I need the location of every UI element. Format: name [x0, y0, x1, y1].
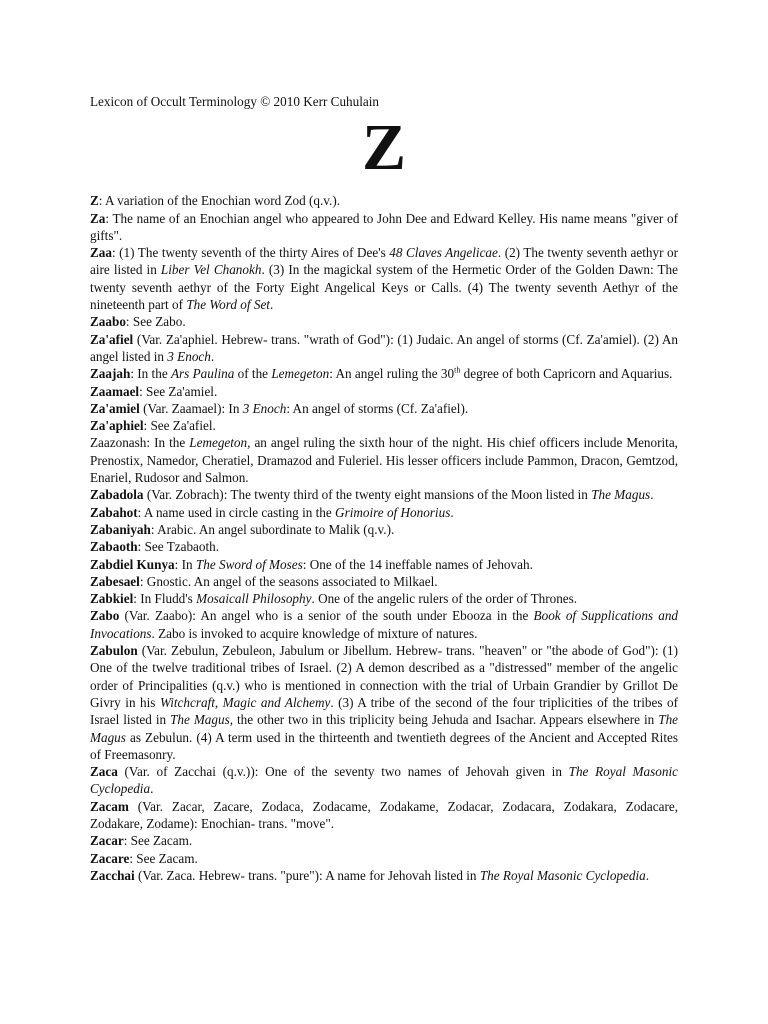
entry-term: Zaca	[90, 764, 118, 780]
entry-z: Z: A variation of the Enochian word Zod (q.v.).	[90, 193, 341, 209]
entry-term: Zacam	[90, 798, 129, 814]
entry-zaamiel: Za'amiel (Var. Zaamael): In 3 Enoch: An angel of storms (Cf. Za'afiel).	[90, 400, 469, 416]
entry-zaca: Zaca (Var. of Zacchai (q.v.)): One of the seventy two names of Jehovah given in The Royal Masonic Cyclopedia.	[90, 764, 678, 797]
entry-zacchai: Zacchai (Var. Zaca. Hebrew- trans. "pure"): A name for Jehovah listed in The Royal Masonic Cyclopedia.	[90, 867, 650, 883]
entry-zaa: Zaa: (1) The twenty seventh of the thirty Aires of Dee's 48 Claves Angelicae. (2) The twenty seventh aethyr or aire listed in Liber Vel Chanokh. (3) In the magickal system of the Hermetic Order of the Golden Dawn: The twenty seventh aethyr of the Forty Eight Angelical Keys or Calls. (4) The twenty seventh Aethyr of the nineteenth part of The Word of Set.	[90, 245, 678, 313]
entry-term: Zacare	[90, 850, 130, 866]
entry-zaabo: Zaabo: See Zabo.	[90, 314, 186, 330]
entry-term: Zaabo	[90, 314, 126, 330]
entry-zabulon: Zabulon (Var. Zebulun, Zebuleon, Jabulum or Jibellum. Hebrew- trans. "heaven" or "the abode of God"): (1) One of the twelve traditional tribes of Israel. (2) A demon described as a "distressed" member of the angelic order of Principalities (q.v.) who is mentioned in connection with the trial of Urbain Grandier by Grillot De Givry in his Witchcraft, Magic and Alchemy. (3) A tribe of the second of the four triplicities of the tribes of Israel listed in The Magus, the other two in this triplicity being Jehuda and Isachar. Appears elsewhere in The Magus as Zebulun. (4) A term used in the thirteenth and twentieth degrees of the Ancient and Accepted Rites of Freemasonry.	[90, 643, 679, 762]
entry-zabahot: Zabahot: A name used in circle casting in the Grimoire of Honorius.	[90, 504, 454, 520]
entry-zabkiel: Zabkiel: In Fludd's Mosaicall Philosophy. One of the angelic rulers of the order of Thrones.	[90, 591, 578, 607]
entry-za: Za: The name of an Enochian angel who appeared to John Dee and Edward Kelley. His name means "giver of gifts".	[90, 210, 678, 243]
entry-zabo: Zabo (Var. Zaabo): An angel who is a senior of the south under Ebooza in the Book of Supplications and Invocations. Zabo is invoked to acquire knowledge of mixture of natures.	[90, 608, 679, 641]
entry-term: Za'amiel	[90, 400, 140, 416]
entry-term: Zabkiel	[90, 591, 134, 607]
entry-zaazonash: Zaazonash: In the Lemegeton, an angel ruling the sixth hour of the night. His chief officers include Menorita, Prenostix, Namedor, Cheratiel, Dramazod and Fuleriel. His lesser officers include Pammon, Dracon, Gemtzod, Enariel, Rudosor and Salmon.	[90, 435, 678, 486]
entry-term: Zaazonash	[90, 435, 147, 451]
entry-zabaoth: Zabaoth: See Tzabaoth.	[90, 539, 220, 555]
entry-term: Zabo	[90, 608, 120, 624]
entry-term: Zabesael	[90, 573, 140, 589]
entry-zaafiel: Za'afiel (Var. Za'aphiel. Hebrew- trans. "wrath of God"): (1) Judaic. An angel of storms (Cf. Za'amiel). (2) An angel listed in 3 Enoch.	[90, 331, 678, 364]
entry-term: Zaa	[90, 245, 112, 261]
entry-zaaphiel: Za'aphiel: See Za'afiel.	[90, 418, 216, 434]
entry-zabdiel-kunya: Zabdiel Kunya: In The Sword of Moses: One of the 14 ineffable names of Jehovah.	[90, 556, 533, 572]
entry-term: Za'aphiel	[90, 418, 144, 434]
entry-term: Zabaniyah	[90, 521, 151, 537]
entry-term: Zacar	[90, 833, 124, 849]
entry-term: Za'afiel	[90, 331, 134, 347]
entry-term: Zabdiel Kunya	[90, 556, 175, 572]
entry-term: Zacchai	[90, 867, 135, 883]
entry-term: Zabulon	[90, 643, 138, 659]
entry-term: Z	[90, 193, 99, 209]
entry-term: Zabaoth	[90, 539, 138, 555]
entry-term: Za	[90, 210, 106, 226]
entry-term: Zabahot	[90, 504, 138, 520]
section-letter: Z	[361, 111, 407, 185]
entry-zaamael: Zaamael: See Za'amiel.	[90, 383, 218, 399]
entry-zacam: Zacam (Var. Zacar, Zacare, Zodaca, Zodacame, Zodakame, Zodacar, Zodacara, Zodakara, Zodacare, Zodakare, Zodame): Enochian- trans. "move".	[90, 798, 678, 831]
entry-zabaniyah: Zabaniyah: Arabic. An angel subordinate to Malik (q.v.).	[90, 521, 395, 537]
entry-term: Zaamael	[90, 383, 140, 399]
entry-zaajah: Zaajah: In the Ars Paulina of the Lemegeton: An angel ruling the 30th degree of both Capricorn and Aquarius.	[90, 365, 673, 382]
entry-zabesael: Zabesael: Gnostic. An angel of the seasons associated to Milkael.	[90, 573, 438, 589]
entry-term: Zaajah	[90, 366, 131, 382]
entry-zacare: Zacare: See Zacam.	[90, 850, 198, 866]
entry-zacar: Zacar: See Zacam.	[90, 833, 193, 849]
entry-zabadola: Zabadola (Var. Zobrach): The twenty third of the twenty eight mansions of the Moon listed in The Magus.	[90, 487, 654, 503]
entry-term: Zabadola	[90, 487, 144, 503]
document-header: Lexicon of Occult Terminology © 2010 Kerr Cuhulain	[90, 94, 380, 109]
document-page	[90, 93, 678, 884]
